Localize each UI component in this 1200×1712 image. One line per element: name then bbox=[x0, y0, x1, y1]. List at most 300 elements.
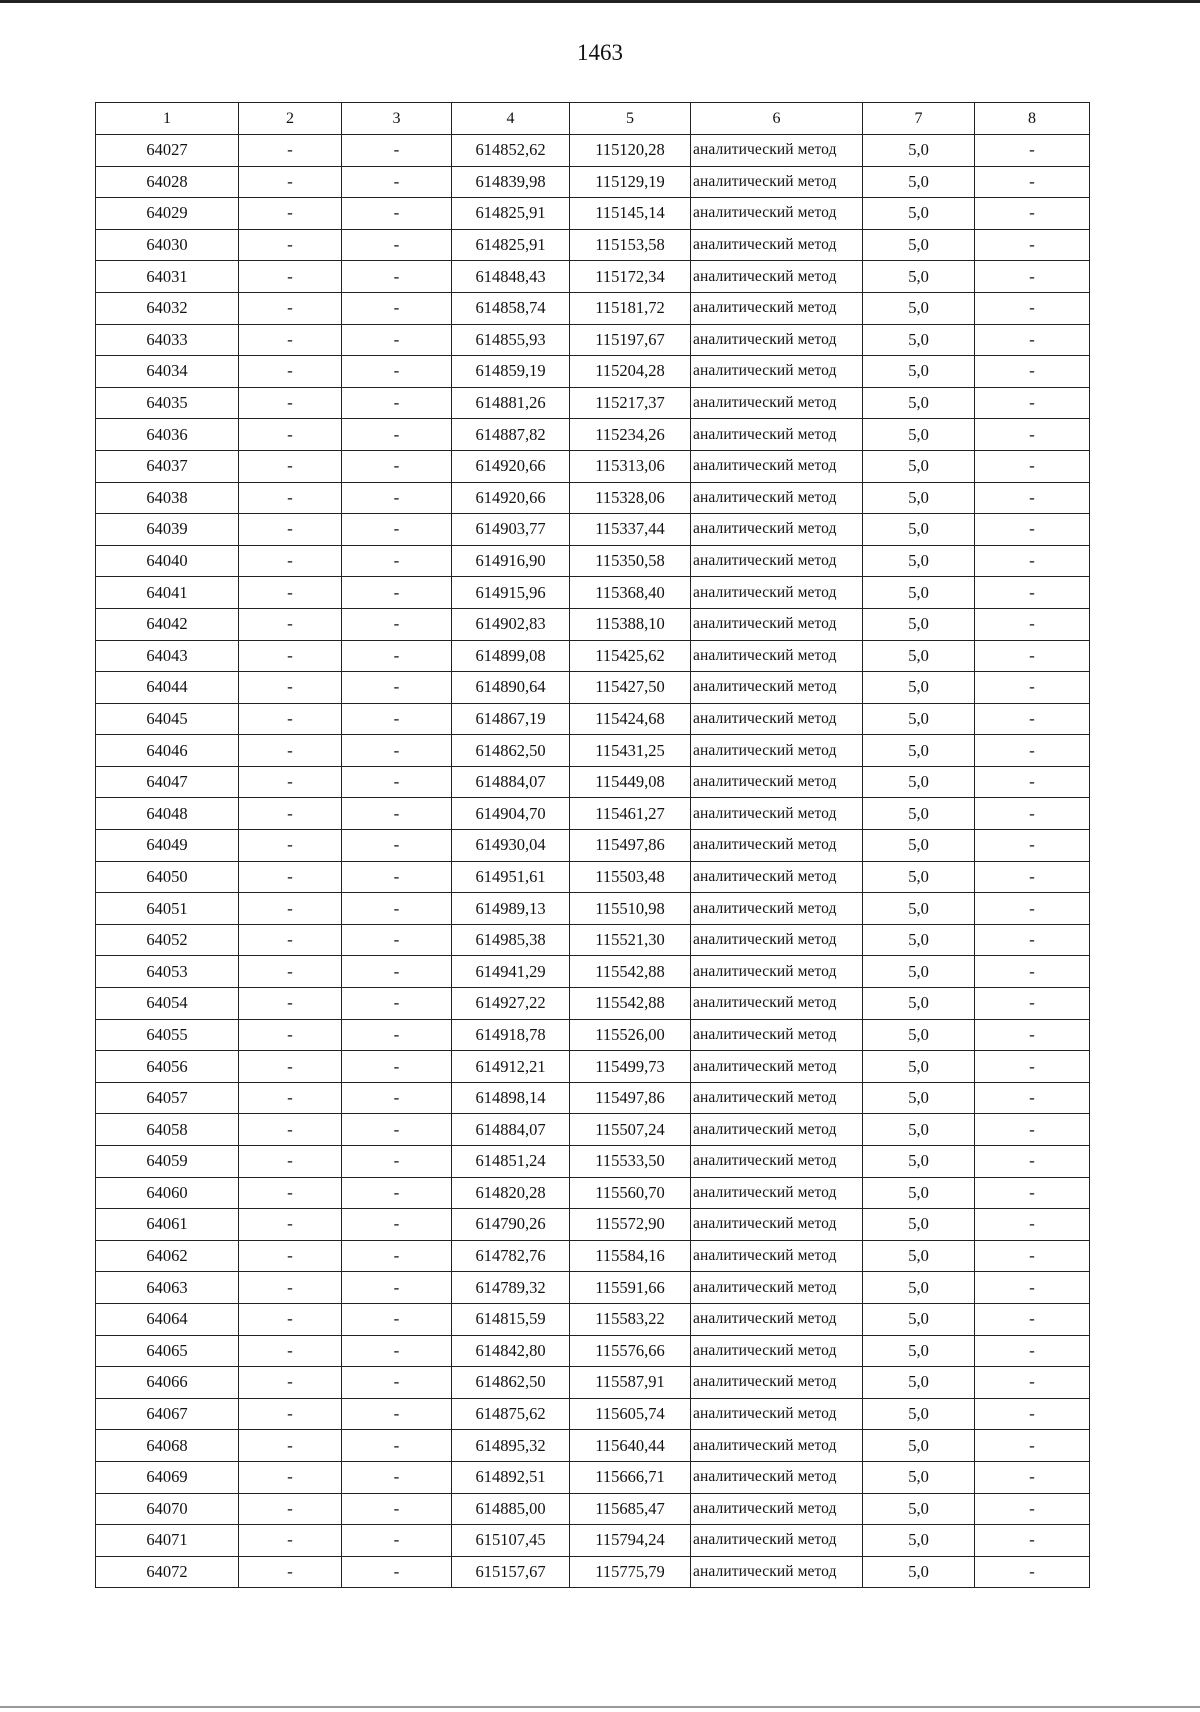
coord-x-cell: 614825,91 bbox=[452, 198, 570, 230]
coord-y-cell: 115685,47 bbox=[570, 1493, 691, 1525]
col-2-cell: - bbox=[239, 988, 342, 1020]
table-row bbox=[96, 735, 1090, 767]
accuracy-cell: 5,0 bbox=[863, 135, 975, 167]
table-row bbox=[96, 1367, 1090, 1399]
col-2-cell: - bbox=[239, 1398, 342, 1430]
table-row bbox=[96, 545, 1090, 577]
point-number-cell: 64028 bbox=[96, 166, 239, 198]
table-row bbox=[96, 672, 1090, 704]
table-row bbox=[96, 1430, 1090, 1462]
accuracy-cell: 5,0 bbox=[863, 166, 975, 198]
header-cell-1: 1 bbox=[96, 103, 239, 135]
coord-x-cell: 614899,08 bbox=[452, 640, 570, 672]
col-2-cell: - bbox=[239, 735, 342, 767]
point-number-cell: 64053 bbox=[96, 956, 239, 988]
col-2-cell: - bbox=[239, 1146, 342, 1178]
col-3-cell: - bbox=[342, 893, 452, 925]
coord-y-cell: 115181,72 bbox=[570, 292, 691, 324]
col-3-cell: - bbox=[342, 1114, 452, 1146]
accuracy-cell: 5,0 bbox=[863, 924, 975, 956]
point-number-cell: 64029 bbox=[96, 198, 239, 230]
table-row bbox=[96, 1398, 1090, 1430]
coord-x-cell: 614918,78 bbox=[452, 1019, 570, 1051]
method-cell: аналитический метод bbox=[691, 482, 863, 514]
point-number-cell: 64046 bbox=[96, 735, 239, 767]
header-cell-2: 2 bbox=[239, 103, 342, 135]
coord-x-cell: 614867,19 bbox=[452, 703, 570, 735]
method-cell: аналитический метод bbox=[691, 830, 863, 862]
accuracy-cell: 5,0 bbox=[863, 356, 975, 388]
col-3-cell: - bbox=[342, 1335, 452, 1367]
col-2-cell: - bbox=[239, 419, 342, 451]
method-cell: аналитический метод bbox=[691, 1430, 863, 1462]
col-3-cell: - bbox=[342, 988, 452, 1020]
coord-x-cell: 614902,83 bbox=[452, 608, 570, 640]
col-8-cell: - bbox=[975, 1114, 1090, 1146]
coord-y-cell: 115666,71 bbox=[570, 1461, 691, 1493]
coord-y-cell: 115172,34 bbox=[570, 261, 691, 293]
accuracy-cell: 5,0 bbox=[863, 1177, 975, 1209]
method-cell: аналитический метод bbox=[691, 1051, 863, 1083]
table-row bbox=[96, 1303, 1090, 1335]
table-row bbox=[96, 135, 1090, 167]
point-number-cell: 64044 bbox=[96, 672, 239, 704]
coord-y-cell: 115497,86 bbox=[570, 830, 691, 862]
col-2-cell: - bbox=[239, 1051, 342, 1083]
table-row bbox=[96, 1019, 1090, 1051]
col-3-cell: - bbox=[342, 1240, 452, 1272]
coord-y-cell: 115197,67 bbox=[570, 324, 691, 356]
col-2-cell: - bbox=[239, 450, 342, 482]
table-row bbox=[96, 166, 1090, 198]
coord-x-cell: 614927,22 bbox=[452, 988, 570, 1020]
col-8-cell: - bbox=[975, 1082, 1090, 1114]
col-3-cell: - bbox=[342, 1525, 452, 1557]
point-number-cell: 64071 bbox=[96, 1525, 239, 1557]
accuracy-cell: 5,0 bbox=[863, 1525, 975, 1557]
method-cell: аналитический метод bbox=[691, 356, 863, 388]
coord-x-cell: 614862,50 bbox=[452, 1367, 570, 1399]
point-number-cell: 64057 bbox=[96, 1082, 239, 1114]
table-row bbox=[96, 229, 1090, 261]
col-3-cell: - bbox=[342, 356, 452, 388]
table-row bbox=[96, 1114, 1090, 1146]
coord-y-cell: 115204,28 bbox=[570, 356, 691, 388]
col-3-cell: - bbox=[342, 229, 452, 261]
coord-y-cell: 115507,24 bbox=[570, 1114, 691, 1146]
coord-x-cell: 614862,50 bbox=[452, 735, 570, 767]
accuracy-cell: 5,0 bbox=[863, 1461, 975, 1493]
col-3-cell: - bbox=[342, 1209, 452, 1241]
point-number-cell: 64061 bbox=[96, 1209, 239, 1241]
table-row bbox=[96, 861, 1090, 893]
table-row bbox=[96, 1082, 1090, 1114]
accuracy-cell: 5,0 bbox=[863, 893, 975, 925]
accuracy-cell: 5,0 bbox=[863, 1367, 975, 1399]
col-8-cell: - bbox=[975, 672, 1090, 704]
point-number-cell: 64043 bbox=[96, 640, 239, 672]
coord-x-cell: 614885,00 bbox=[452, 1493, 570, 1525]
col-3-cell: - bbox=[342, 861, 452, 893]
col-8-cell: - bbox=[975, 450, 1090, 482]
table-row bbox=[96, 1272, 1090, 1304]
coord-x-cell: 614820,28 bbox=[452, 1177, 570, 1209]
col-8-cell: - bbox=[975, 798, 1090, 830]
point-number-cell: 64039 bbox=[96, 514, 239, 546]
col-8-cell: - bbox=[975, 356, 1090, 388]
table-row bbox=[96, 577, 1090, 609]
coord-x-cell: 614848,43 bbox=[452, 261, 570, 293]
coord-y-cell: 115424,68 bbox=[570, 703, 691, 735]
coord-y-cell: 115510,98 bbox=[570, 893, 691, 925]
coord-x-cell: 614825,91 bbox=[452, 229, 570, 261]
accuracy-cell: 5,0 bbox=[863, 1114, 975, 1146]
table-row bbox=[96, 292, 1090, 324]
col-2-cell: - bbox=[239, 861, 342, 893]
col-8-cell: - bbox=[975, 1335, 1090, 1367]
col-2-cell: - bbox=[239, 261, 342, 293]
method-cell: аналитический метод bbox=[691, 861, 863, 893]
col-2-cell: - bbox=[239, 1430, 342, 1462]
coord-y-cell: 115576,66 bbox=[570, 1335, 691, 1367]
col-8-cell: - bbox=[975, 198, 1090, 230]
table-row bbox=[96, 482, 1090, 514]
col-8-cell: - bbox=[975, 1398, 1090, 1430]
accuracy-cell: 5,0 bbox=[863, 672, 975, 704]
coord-y-cell: 115526,00 bbox=[570, 1019, 691, 1051]
col-2-cell: - bbox=[239, 1082, 342, 1114]
coord-y-cell: 115794,24 bbox=[570, 1525, 691, 1557]
col-2-cell: - bbox=[239, 356, 342, 388]
point-number-cell: 64030 bbox=[96, 229, 239, 261]
point-number-cell: 64037 bbox=[96, 450, 239, 482]
point-number-cell: 64050 bbox=[96, 861, 239, 893]
coord-x-cell: 614985,38 bbox=[452, 924, 570, 956]
table-row bbox=[96, 1493, 1090, 1525]
col-8-cell: - bbox=[975, 640, 1090, 672]
coord-x-cell: 614895,32 bbox=[452, 1430, 570, 1462]
col-8-cell: - bbox=[975, 703, 1090, 735]
method-cell: аналитический метод bbox=[691, 166, 863, 198]
table-row bbox=[96, 1051, 1090, 1083]
method-cell: аналитический метод bbox=[691, 1114, 863, 1146]
accuracy-cell: 5,0 bbox=[863, 988, 975, 1020]
accuracy-cell: 5,0 bbox=[863, 1398, 975, 1430]
accuracy-cell: 5,0 bbox=[863, 766, 975, 798]
col-8-cell: - bbox=[975, 1019, 1090, 1051]
col-8-cell: - bbox=[975, 229, 1090, 261]
col-8-cell: - bbox=[975, 1493, 1090, 1525]
table-row bbox=[96, 798, 1090, 830]
col-3-cell: - bbox=[342, 924, 452, 956]
col-8-cell: - bbox=[975, 292, 1090, 324]
point-number-cell: 64068 bbox=[96, 1430, 239, 1462]
col-3-cell: - bbox=[342, 545, 452, 577]
col-8-cell: - bbox=[975, 608, 1090, 640]
point-number-cell: 64047 bbox=[96, 766, 239, 798]
point-number-cell: 64067 bbox=[96, 1398, 239, 1430]
page-number: 1463 bbox=[577, 40, 623, 65]
table-row bbox=[96, 1556, 1090, 1588]
col-8-cell: - bbox=[975, 419, 1090, 451]
table-row bbox=[96, 1209, 1090, 1241]
col-3-cell: - bbox=[342, 1367, 452, 1399]
accuracy-cell: 5,0 bbox=[863, 198, 975, 230]
accuracy-cell: 5,0 bbox=[863, 1019, 975, 1051]
point-number-cell: 64065 bbox=[96, 1335, 239, 1367]
table-row bbox=[96, 956, 1090, 988]
col-8-cell: - bbox=[975, 514, 1090, 546]
coord-x-cell: 614782,76 bbox=[452, 1240, 570, 1272]
coord-x-cell: 614920,66 bbox=[452, 482, 570, 514]
method-cell: аналитический метод bbox=[691, 1493, 863, 1525]
col-2-cell: - bbox=[239, 672, 342, 704]
coord-x-cell: 615157,67 bbox=[452, 1556, 570, 1588]
col-2-cell: - bbox=[239, 1240, 342, 1272]
coord-x-cell: 614989,13 bbox=[452, 893, 570, 925]
col-3-cell: - bbox=[342, 450, 452, 482]
accuracy-cell: 5,0 bbox=[863, 1303, 975, 1335]
col-3-cell: - bbox=[342, 672, 452, 704]
point-number-cell: 64035 bbox=[96, 387, 239, 419]
point-number-cell: 64058 bbox=[96, 1114, 239, 1146]
col-3-cell: - bbox=[342, 514, 452, 546]
coord-y-cell: 115120,28 bbox=[570, 135, 691, 167]
point-number-cell: 64040 bbox=[96, 545, 239, 577]
method-cell: аналитический метод bbox=[691, 672, 863, 704]
coord-y-cell: 115337,44 bbox=[570, 514, 691, 546]
col-3-cell: - bbox=[342, 198, 452, 230]
accuracy-cell: 5,0 bbox=[863, 1556, 975, 1588]
accuracy-cell: 5,0 bbox=[863, 1209, 975, 1241]
col-3-cell: - bbox=[342, 419, 452, 451]
col-2-cell: - bbox=[239, 1303, 342, 1335]
point-number-cell: 64059 bbox=[96, 1146, 239, 1178]
coord-x-cell: 614789,32 bbox=[452, 1272, 570, 1304]
col-2-cell: - bbox=[239, 166, 342, 198]
coord-x-cell: 614903,77 bbox=[452, 514, 570, 546]
table-row bbox=[96, 608, 1090, 640]
accuracy-cell: 5,0 bbox=[863, 830, 975, 862]
method-cell: аналитический метод bbox=[691, 608, 863, 640]
coord-y-cell: 115587,91 bbox=[570, 1367, 691, 1399]
point-number-cell: 64031 bbox=[96, 261, 239, 293]
col-2-cell: - bbox=[239, 1525, 342, 1557]
table-row bbox=[96, 514, 1090, 546]
col-8-cell: - bbox=[975, 1461, 1090, 1493]
col-2-cell: - bbox=[239, 1209, 342, 1241]
point-number-cell: 64036 bbox=[96, 419, 239, 451]
table-row bbox=[96, 324, 1090, 356]
table-row bbox=[96, 1335, 1090, 1367]
table-row bbox=[96, 356, 1090, 388]
accuracy-cell: 5,0 bbox=[863, 1493, 975, 1525]
method-cell: аналитический метод bbox=[691, 387, 863, 419]
col-8-cell: - bbox=[975, 735, 1090, 767]
method-cell: аналитический метод bbox=[691, 1367, 863, 1399]
table-header bbox=[96, 103, 1090, 135]
method-cell: аналитический метод bbox=[691, 419, 863, 451]
col-3-cell: - bbox=[342, 1461, 452, 1493]
col-2-cell: - bbox=[239, 608, 342, 640]
coord-y-cell: 115350,58 bbox=[570, 545, 691, 577]
col-2-cell: - bbox=[239, 1461, 342, 1493]
coord-x-cell: 614815,59 bbox=[452, 1303, 570, 1335]
col-8-cell: - bbox=[975, 1430, 1090, 1462]
coord-y-cell: 115427,50 bbox=[570, 672, 691, 704]
point-number-cell: 64042 bbox=[96, 608, 239, 640]
point-number-cell: 64027 bbox=[96, 135, 239, 167]
coord-x-cell: 615107,45 bbox=[452, 1525, 570, 1557]
point-number-cell: 64038 bbox=[96, 482, 239, 514]
col-3-cell: - bbox=[342, 261, 452, 293]
col-2-cell: - bbox=[239, 766, 342, 798]
col-2-cell: - bbox=[239, 545, 342, 577]
coord-x-cell: 614898,14 bbox=[452, 1082, 570, 1114]
method-cell: аналитический метод bbox=[691, 640, 863, 672]
col-2-cell: - bbox=[239, 1019, 342, 1051]
col-2-cell: - bbox=[239, 1114, 342, 1146]
point-number-cell: 64032 bbox=[96, 292, 239, 324]
point-number-cell: 64055 bbox=[96, 1019, 239, 1051]
method-cell: аналитический метод bbox=[691, 924, 863, 956]
coord-y-cell: 115542,88 bbox=[570, 956, 691, 988]
coord-x-cell: 614951,61 bbox=[452, 861, 570, 893]
coord-x-cell: 614881,26 bbox=[452, 387, 570, 419]
point-number-cell: 64072 bbox=[96, 1556, 239, 1588]
method-cell: аналитический метод bbox=[691, 1398, 863, 1430]
table-row bbox=[96, 830, 1090, 862]
col-3-cell: - bbox=[342, 1177, 452, 1209]
accuracy-cell: 5,0 bbox=[863, 1146, 975, 1178]
table-row bbox=[96, 640, 1090, 672]
accuracy-cell: 5,0 bbox=[863, 1430, 975, 1462]
point-number-cell: 64056 bbox=[96, 1051, 239, 1083]
col-8-cell: - bbox=[975, 1525, 1090, 1557]
coord-x-cell: 614842,80 bbox=[452, 1335, 570, 1367]
point-number-cell: 64033 bbox=[96, 324, 239, 356]
col-8-cell: - bbox=[975, 988, 1090, 1020]
table-row bbox=[96, 766, 1090, 798]
col-3-cell: - bbox=[342, 482, 452, 514]
accuracy-cell: 5,0 bbox=[863, 640, 975, 672]
point-number-cell: 64049 bbox=[96, 830, 239, 862]
point-number-cell: 64052 bbox=[96, 924, 239, 956]
accuracy-cell: 5,0 bbox=[863, 261, 975, 293]
method-cell: аналитический метод bbox=[691, 1082, 863, 1114]
accuracy-cell: 5,0 bbox=[863, 229, 975, 261]
col-3-cell: - bbox=[342, 1146, 452, 1178]
coord-x-cell: 614859,19 bbox=[452, 356, 570, 388]
coord-y-cell: 115217,37 bbox=[570, 387, 691, 419]
col-3-cell: - bbox=[342, 640, 452, 672]
col-2-cell: - bbox=[239, 640, 342, 672]
header-cell-4: 4 bbox=[452, 103, 570, 135]
coord-x-cell: 614890,64 bbox=[452, 672, 570, 704]
col-2-cell: - bbox=[239, 1272, 342, 1304]
coord-x-cell: 614851,24 bbox=[452, 1146, 570, 1178]
table-row bbox=[96, 988, 1090, 1020]
header-cell-6: 6 bbox=[691, 103, 863, 135]
col-8-cell: - bbox=[975, 924, 1090, 956]
col-8-cell: - bbox=[975, 830, 1090, 862]
method-cell: аналитический метод bbox=[691, 1272, 863, 1304]
method-cell: аналитический метод bbox=[691, 229, 863, 261]
method-cell: аналитический метод bbox=[691, 1525, 863, 1557]
method-cell: аналитический метод bbox=[691, 135, 863, 167]
coord-y-cell: 115560,70 bbox=[570, 1177, 691, 1209]
coord-y-cell: 115521,30 bbox=[570, 924, 691, 956]
coord-y-cell: 115368,40 bbox=[570, 577, 691, 609]
col-3-cell: - bbox=[342, 166, 452, 198]
accuracy-cell: 5,0 bbox=[863, 450, 975, 482]
col-3-cell: - bbox=[342, 1556, 452, 1588]
coord-x-cell: 614930,04 bbox=[452, 830, 570, 862]
accuracy-cell: 5,0 bbox=[863, 798, 975, 830]
col-2-cell: - bbox=[239, 956, 342, 988]
col-8-cell: - bbox=[975, 1367, 1090, 1399]
table-row bbox=[96, 1146, 1090, 1178]
method-cell: аналитический метод bbox=[691, 198, 863, 230]
header-cell-8: 8 bbox=[975, 103, 1090, 135]
coord-x-cell: 614884,07 bbox=[452, 1114, 570, 1146]
col-2-cell: - bbox=[239, 324, 342, 356]
point-number-cell: 64054 bbox=[96, 988, 239, 1020]
table-row bbox=[96, 703, 1090, 735]
col-2-cell: - bbox=[239, 229, 342, 261]
header-cell-3: 3 bbox=[342, 103, 452, 135]
method-cell: аналитический метод bbox=[691, 324, 863, 356]
method-cell: аналитический метод bbox=[691, 766, 863, 798]
accuracy-cell: 5,0 bbox=[863, 387, 975, 419]
col-8-cell: - bbox=[975, 893, 1090, 925]
col-8-cell: - bbox=[975, 261, 1090, 293]
method-cell: аналитический метод bbox=[691, 735, 863, 767]
point-number-cell: 64041 bbox=[96, 577, 239, 609]
method-cell: аналитический метод bbox=[691, 261, 863, 293]
table-row bbox=[96, 1525, 1090, 1557]
col-3-cell: - bbox=[342, 1430, 452, 1462]
col-8-cell: - bbox=[975, 1556, 1090, 1588]
col-3-cell: - bbox=[342, 1272, 452, 1304]
coord-x-cell: 614884,07 bbox=[452, 766, 570, 798]
col-8-cell: - bbox=[975, 1272, 1090, 1304]
table-row bbox=[96, 387, 1090, 419]
accuracy-cell: 5,0 bbox=[863, 545, 975, 577]
method-cell: аналитический метод bbox=[691, 514, 863, 546]
col-8-cell: - bbox=[975, 482, 1090, 514]
coord-y-cell: 115499,73 bbox=[570, 1051, 691, 1083]
col-8-cell: - bbox=[975, 861, 1090, 893]
col-3-cell: - bbox=[342, 292, 452, 324]
point-number-cell: 64051 bbox=[96, 893, 239, 925]
coord-x-cell: 614858,74 bbox=[452, 292, 570, 324]
coord-x-cell: 614887,82 bbox=[452, 419, 570, 451]
accuracy-cell: 5,0 bbox=[863, 861, 975, 893]
method-cell: аналитический метод bbox=[691, 545, 863, 577]
method-cell: аналитический метод bbox=[691, 956, 863, 988]
coord-y-cell: 115584,16 bbox=[570, 1240, 691, 1272]
col-2-cell: - bbox=[239, 1335, 342, 1367]
col-3-cell: - bbox=[342, 735, 452, 767]
table-row bbox=[96, 924, 1090, 956]
col-3-cell: - bbox=[342, 830, 452, 862]
method-cell: аналитический метод bbox=[691, 988, 863, 1020]
col-3-cell: - bbox=[342, 387, 452, 419]
table-row bbox=[96, 198, 1090, 230]
accuracy-cell: 5,0 bbox=[863, 1335, 975, 1367]
accuracy-cell: 5,0 bbox=[863, 292, 975, 324]
